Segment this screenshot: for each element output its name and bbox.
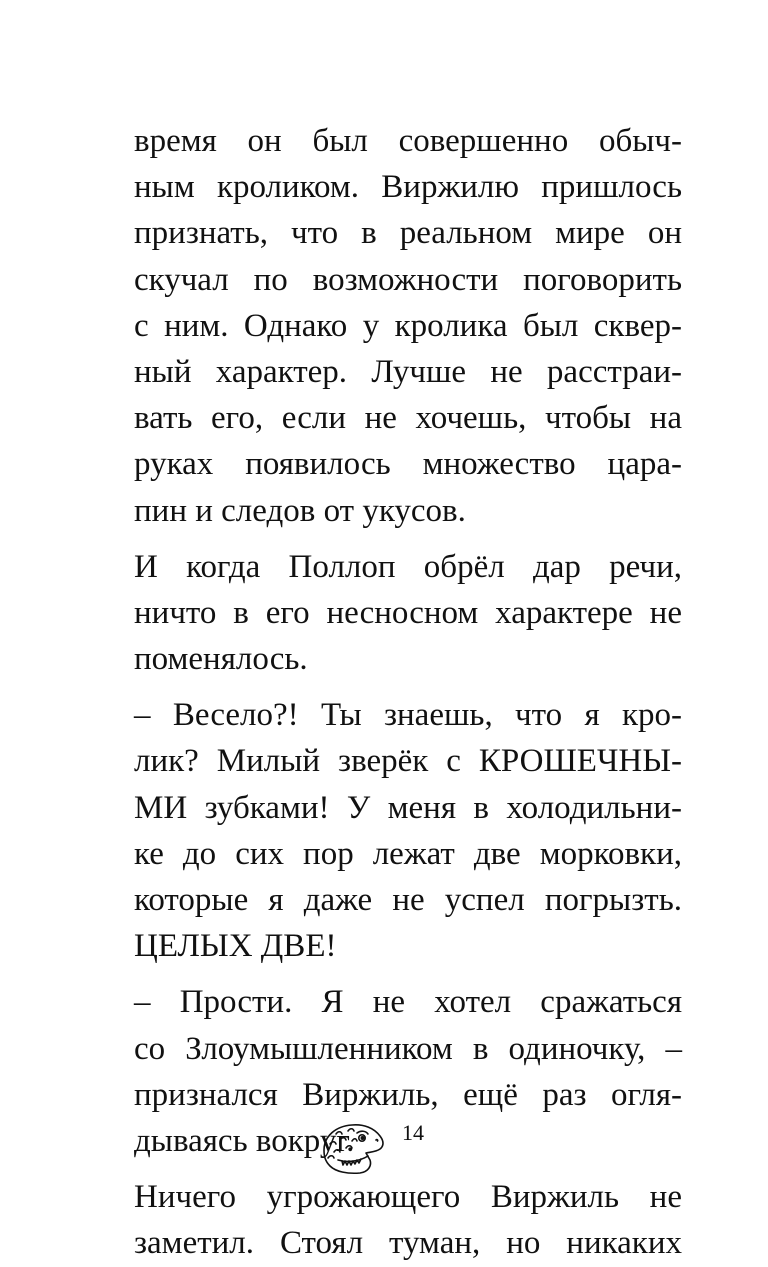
text-line: ЦЕЛЫХ ДВЕ!	[134, 928, 337, 965]
text-line: со Злоумышленником в одиночку, –	[134, 1030, 682, 1067]
text-line: МИ зубками! У меня в холодильни-	[134, 789, 682, 826]
text-line: дываясь вокруг.	[134, 1122, 355, 1159]
text-line: скучал по возможности поговорить	[134, 261, 682, 298]
text-line: с ним. Однако у кролика был сквер-	[134, 307, 682, 344]
text-line: – Весело?! Ты знаешь, что я кро-	[134, 697, 682, 734]
text-line: вать его, если не хочешь, чтобы на	[134, 400, 682, 437]
text-line: признать, что в реальном мире он	[134, 215, 682, 252]
text-line: признался Виржиль, ещё раз огля-	[134, 1076, 682, 1113]
text-line: лик? Милый зверёк с КРОШЕЧНЫ-	[134, 743, 682, 780]
text-line: И когда Поллоп обрёл дар речи,	[134, 548, 682, 585]
page-footer	[318, 1116, 458, 1178]
page-number: 14	[402, 1120, 424, 1145]
text-line: ничто в его несносном характере не	[134, 594, 682, 631]
text-line: ный характер. Лучше не расстраи-	[134, 353, 682, 390]
text-line: пин и следов от укусов.	[134, 492, 466, 529]
paragraph-gap	[134, 534, 682, 544]
body-text	[134, 118, 682, 1267]
text-line: заметил. Стоял туман, но никаких	[134, 1225, 682, 1262]
paragraph-gap	[134, 969, 682, 979]
text-line: ным кроликом. Виржилю пришлось	[134, 169, 682, 206]
text-line: руках появилось множество цара-	[134, 446, 682, 483]
text-line: ке до сих пор лежат две морковки,	[134, 835, 682, 872]
dinosaur-head-icon	[318, 1116, 390, 1178]
paragraph-gap	[134, 682, 682, 692]
text-line: поменялось.	[134, 641, 308, 678]
text-line: Ничего угрожающего Виржиль не	[134, 1179, 682, 1216]
text-line: – Прости. Я не хотел сражаться	[134, 984, 682, 1021]
text-line: которые я даже не успел погрызть.	[134, 882, 682, 918]
text-line: время он был совершенно обыч-	[134, 123, 682, 159]
